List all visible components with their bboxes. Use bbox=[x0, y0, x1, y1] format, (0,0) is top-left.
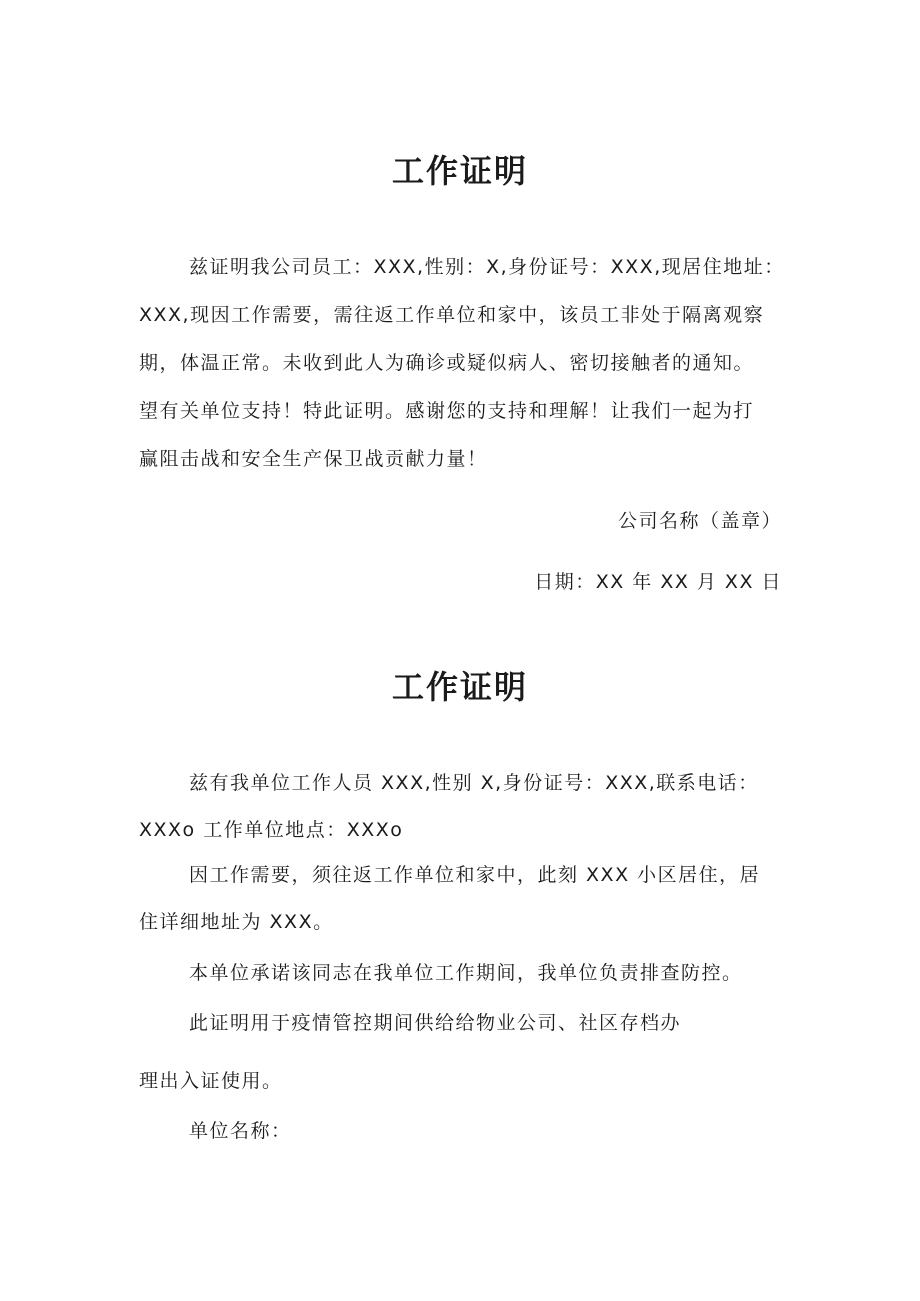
certificate2-line-7: 理出入证使用。 bbox=[139, 1070, 283, 1092]
certificate1-line-4: 望有关单位支持！特此证明。感谢您的支持和理解！让我们一起为打 bbox=[139, 400, 755, 422]
certificate2-line-2: XXXo 工作单位地点：XXXo bbox=[139, 819, 404, 841]
certificate2-title: 工作证明 bbox=[391, 668, 528, 706]
certificate1-line-3: 期，体温正常。未收到此人为确诊或疑似病人、密切接触者的通知。 bbox=[139, 352, 755, 374]
certificate2-line-6: 此证明用于疫情管控期间供给给物业公司、社区存档办 bbox=[189, 1012, 682, 1034]
certificate2-line-3: 因工作需要，须往返工作单位和家中，此刻 XXX 小区居住，居 bbox=[189, 864, 761, 886]
certificate1-line-5: 赢阻击战和安全生产保卫战贡献力量！ bbox=[139, 448, 488, 470]
certificate1-signature: 公司名称（盖章） bbox=[617, 510, 782, 532]
certificate1-title: 工作证明 bbox=[391, 152, 528, 190]
certificate2-unit-name-label: 单位名称： bbox=[189, 1120, 292, 1142]
certificate2-line-1: 兹有我单位工作人员 XXX,性别 X,身份证号：XXX,联系电话： bbox=[189, 772, 759, 794]
certificate2-line-4: 住详细地址为 XXX。 bbox=[139, 911, 334, 933]
certificate1-line-2: XXX,现因工作需要，需往返工作单位和家中，该员工非处于隔离观察 bbox=[139, 304, 765, 326]
certificate1-date: 日期：XX 年 XX 月 XX 日 bbox=[534, 571, 782, 593]
certificate1-line-1: 兹证明我公司员工：XXX,性别：X,身份证号：XXX,现居住地址： bbox=[189, 256, 785, 278]
certificate2-line-5: 本单位承诺该同志在我单位工作期间，我单位负责排查防控。 bbox=[189, 962, 743, 984]
